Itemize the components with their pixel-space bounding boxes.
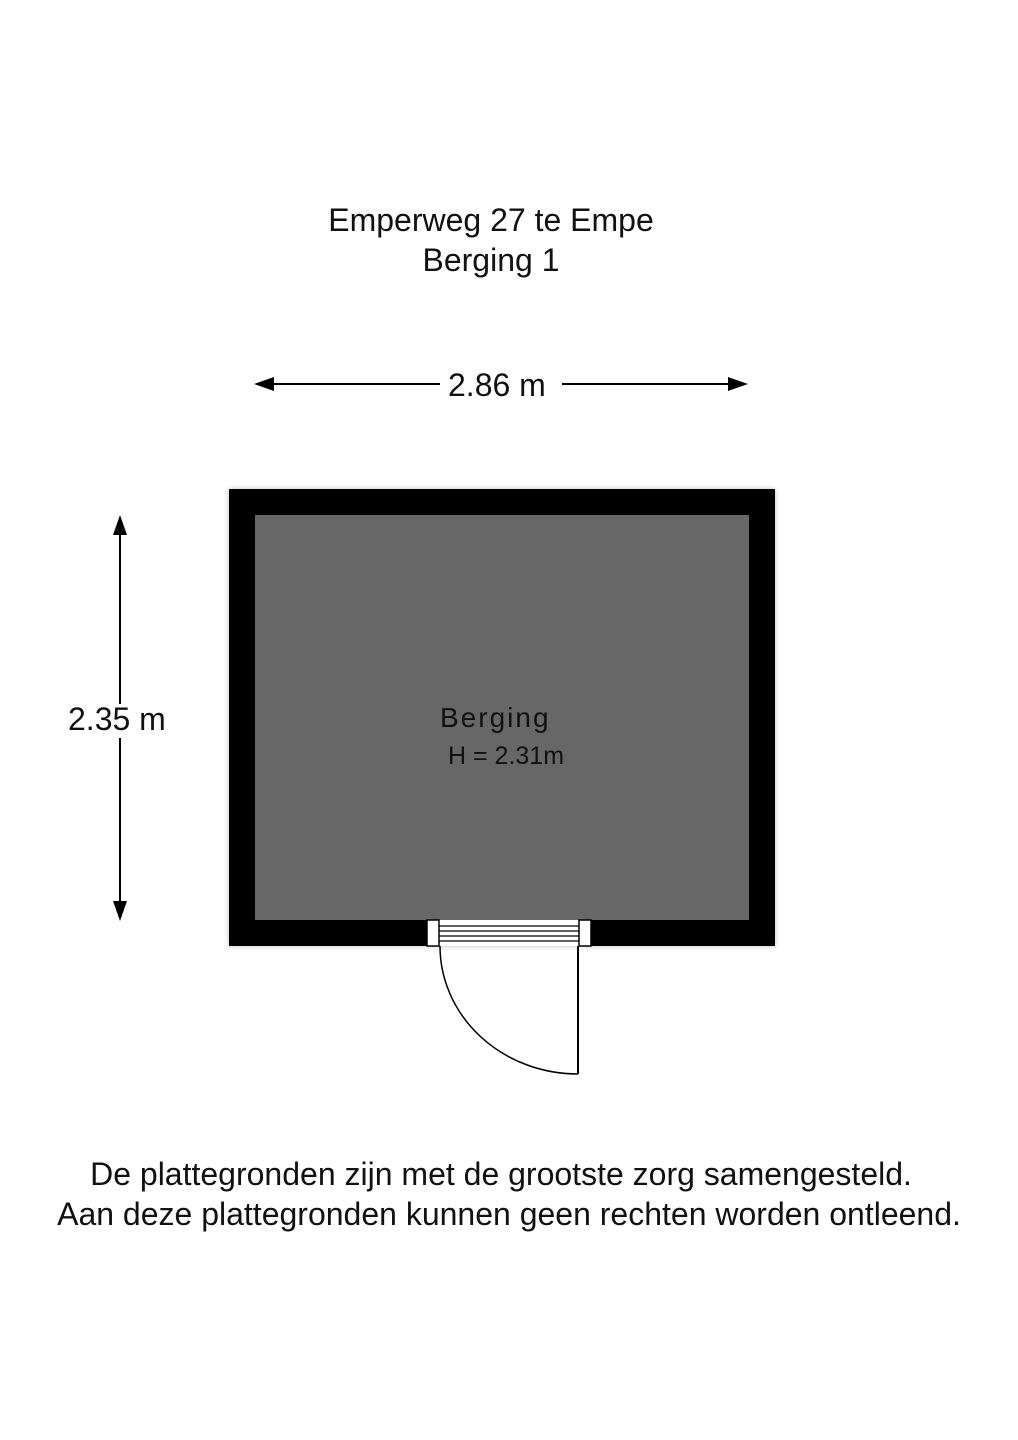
width-dimension-label: 2.86 m bbox=[442, 366, 552, 404]
disclaimer-line-1: De plattegronden zijn met de grootste zorg samengesteld. bbox=[90, 1156, 912, 1192]
arrow-up-icon bbox=[113, 515, 127, 535]
arrow-down-icon bbox=[113, 901, 127, 921]
arrow-left-icon bbox=[254, 377, 274, 391]
door-opening bbox=[427, 920, 591, 946]
room-ceiling-height-label: H = 2.31m bbox=[448, 742, 565, 770]
height-dimension-label: 2.35 m bbox=[68, 701, 166, 737]
room-name-label: Berging bbox=[440, 702, 551, 733]
plan-title-address: Emperweg 27 te Empe bbox=[328, 202, 654, 238]
door-swing bbox=[440, 946, 578, 1074]
arrow-right-icon bbox=[728, 377, 748, 391]
plan-title-floor: Berging 1 bbox=[422, 242, 560, 278]
disclaimer-line-2: Aan deze plattegronden kunnen geen rechten worden ontleend. bbox=[57, 1196, 961, 1232]
